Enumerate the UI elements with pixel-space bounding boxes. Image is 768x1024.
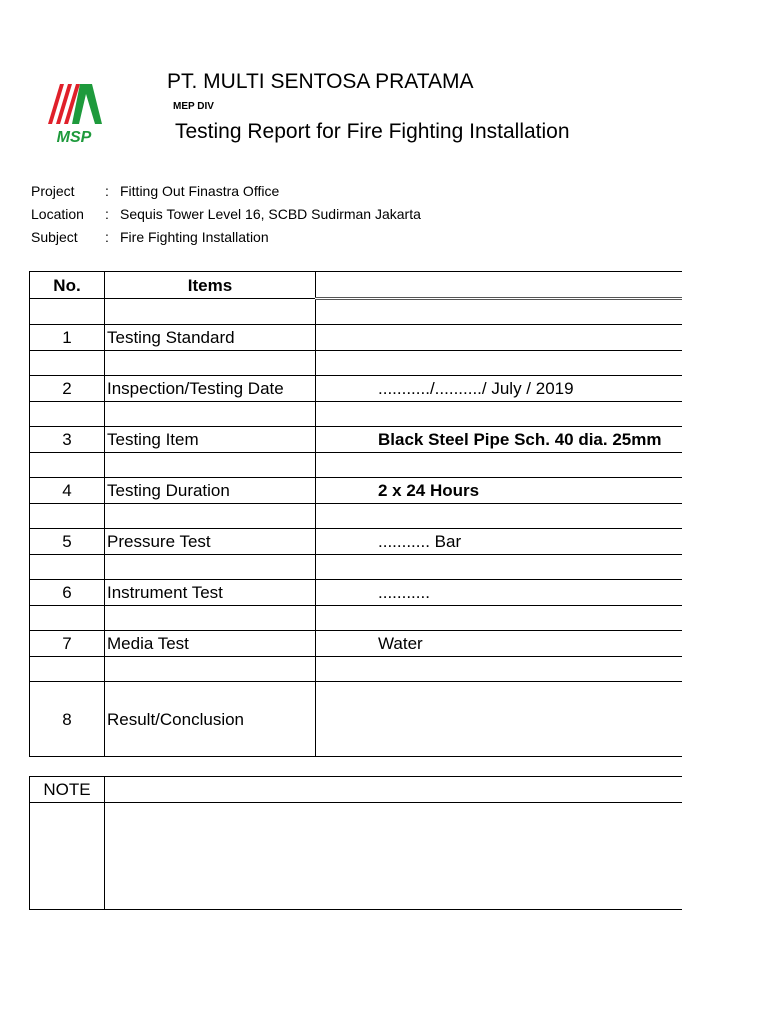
meta-label: Subject (31, 229, 78, 245)
testing-table (29, 271, 682, 757)
row-value: Water (316, 631, 682, 657)
header-value (316, 272, 682, 299)
note-body-row (30, 803, 682, 910)
row-item: Testing Standard (105, 325, 316, 351)
meta-value: Fire Fighting Installation (120, 229, 269, 245)
row-number: 1 (30, 325, 105, 351)
row-value (316, 325, 682, 351)
table-row (30, 529, 682, 555)
spacer-row (30, 299, 682, 325)
note-header-blank (105, 777, 682, 803)
note-content[interactable] (105, 803, 682, 910)
meta-value: Fitting Out Finastra Office (120, 183, 280, 199)
spacer-row (30, 402, 682, 427)
logo-text: MSP (56, 129, 92, 146)
row-number: 4 (30, 478, 105, 504)
row-item: Inspection/Testing Date (105, 376, 316, 402)
row-item: Instrument Test (105, 580, 316, 606)
row-item: Result/Conclusion (105, 682, 316, 757)
meta-separator: : (105, 183, 109, 199)
table-row (30, 631, 682, 657)
meta-value: Sequis Tower Level 16, SCBD Sudirman Jakarta (120, 206, 421, 222)
header-items: Items (105, 272, 316, 299)
spacer-row (30, 453, 682, 478)
meta-separator: : (105, 206, 109, 222)
note-table (29, 776, 682, 910)
row-number: 5 (30, 529, 105, 555)
row-value: Black Steel Pipe Sch. 40 dia. 25mm (316, 427, 682, 453)
row-value (316, 682, 682, 757)
spacer-row (30, 606, 682, 631)
row-number: 2 (30, 376, 105, 402)
table-row (30, 325, 682, 351)
row-item: Testing Duration (105, 478, 316, 504)
table-row (30, 580, 682, 606)
meta-label: Location (31, 206, 84, 222)
spacer-row (30, 504, 682, 529)
spacer-row (30, 351, 682, 376)
spacer-row (30, 657, 682, 682)
company-name: PT. MULTI SENTOSA PRATAMA (167, 70, 474, 93)
meta-label: Project (31, 183, 75, 199)
table-row (30, 376, 682, 402)
note-body-left (30, 803, 105, 910)
note-header-row (30, 777, 682, 803)
report-title: Testing Report for Fire Fighting Installation (175, 120, 570, 143)
header-no: No. (30, 272, 105, 299)
division-label: MEP DIV (173, 101, 214, 112)
row-value: 2 x 24 Hours (316, 478, 682, 504)
table-row (30, 478, 682, 504)
spacer-row (30, 555, 682, 580)
table-row (30, 427, 682, 453)
row-number: 3 (30, 427, 105, 453)
row-item: Testing Item (105, 427, 316, 453)
row-value: ........... Bar (316, 529, 682, 555)
row-value: .........../........../ July / 2019 (316, 376, 682, 402)
meta-separator: : (105, 229, 109, 245)
row-item: Media Test (105, 631, 316, 657)
row-number: 7 (30, 631, 105, 657)
table-row (30, 682, 682, 757)
note-label: NOTE (30, 777, 105, 803)
table-header-row (30, 272, 682, 299)
row-item: Pressure Test (105, 529, 316, 555)
row-number: 6 (30, 580, 105, 606)
msp-logo (44, 84, 104, 146)
row-number: 8 (30, 682, 105, 757)
row-value: ........... (316, 580, 682, 606)
